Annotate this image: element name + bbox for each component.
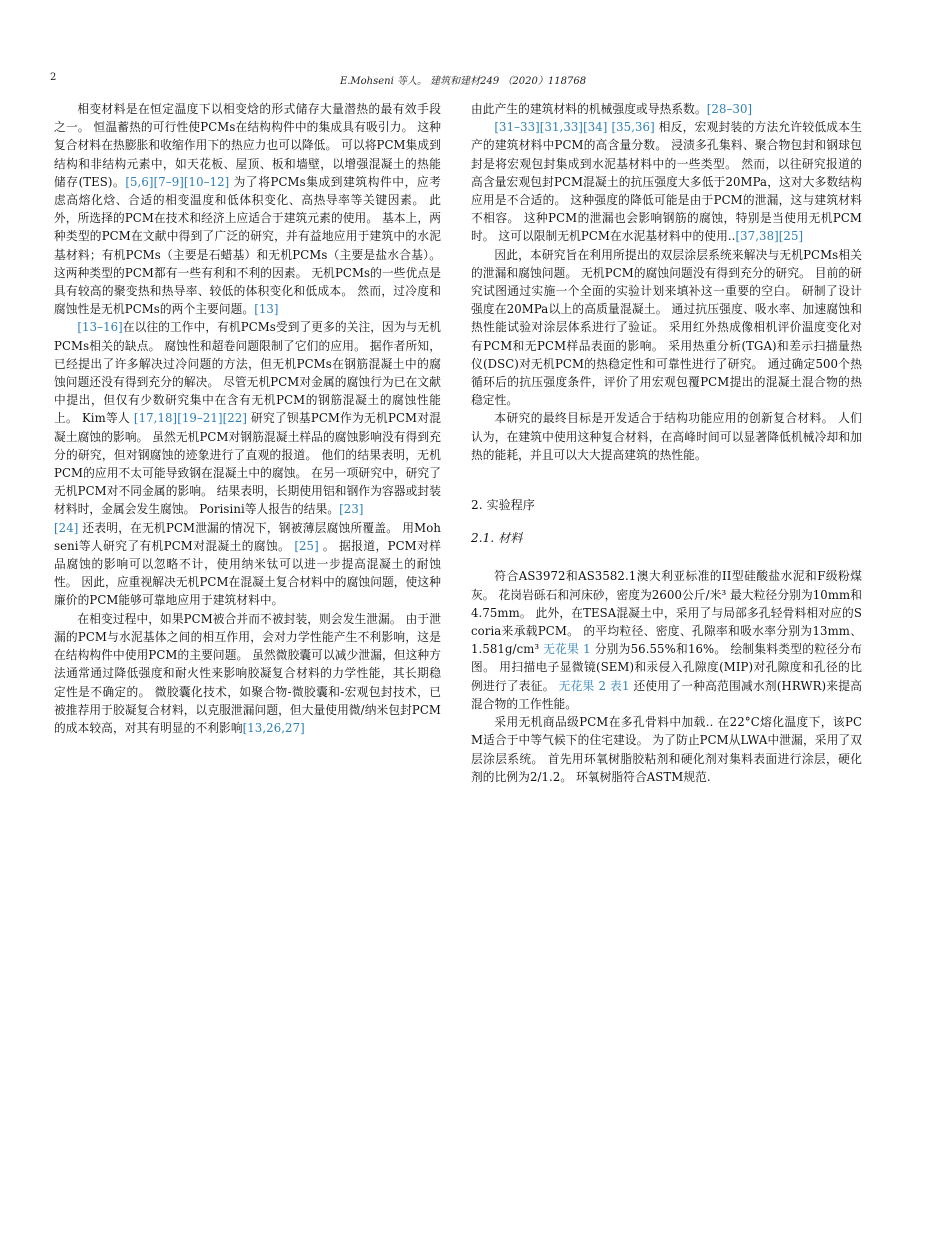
- citation-link[interactable]: [25]: [294, 538, 319, 553]
- citation-link[interactable]: [37,38][25]: [735, 229, 804, 244]
- citation-link[interactable]: [13–16]: [77, 320, 123, 335]
- figure-table-link[interactable]: 无花果 2 表1: [558, 678, 630, 693]
- paragraph-continuation: 由此产生的建筑材料的机械强度或导热系数。[28–30]: [471, 102, 753, 116]
- paragraph-study-aim: 因此，本研究旨在利用所提出的双层涂层系统来解决与无机PCMs相关的泄漏和腐蚀问题。 无机PCM的腐蚀问题没有得到充分的研究。 目前的研究试图通过实施一个全面的实验计划来填补这一重要的空白。 研制了设计强度在20MPa以上的高质量混凝土。 通过抗压强度、吸水率、加速腐蚀和热性能试验对涂层体系进行了验证。 采用红外热成像相机评价温度变化对有PCM和无PCM样品表面的影响。 采用热重分析(TGA)和差示扫描量热仪(DSC)对无机PCM的热稳定性和可靠性进行了研究。 通过确定500个热循环后的抗压强度条件，评价了用宏观包覆PCM提出的混凝土混合物的热稳定性。: [471, 247, 862, 408]
- paragraph-leakage-steel: [24] 还表明，在无机PCM泄漏的情况下，钢被薄层腐蚀所覆盖。 用Mohseni等人研究了有机PCM对混凝土的腐蚀。 [25] 。 据报道，PCM对样品腐蚀的影响可以忽略不计，使用纳米钛可以进一步提高混凝土的耐蚀性。 因此，应重视解决无机PCM在混凝土复合材料中的腐蚀问题，使这种廉价的PCM能够可靠地应用于建筑材料中。: [54, 520, 441, 608]
- page-number: 2: [50, 72, 57, 83]
- citation-link[interactable]: [31–33][31,33][34] [35,36]: [494, 120, 655, 135]
- paragraph-encapsulation: 在相变过程中，如果PCM被合并而不被封装，则会发生泄漏。 由于泄漏的PCM与水泥基体之间的相互作用，会对力学性能产生不利影响，这是在结构构件中使用PCM的主要问题。 虽然微胶囊可以减少泄漏，但这种方法通常通过降低强度和耐火性来影响胶凝复合材料的力学性能，其长期稳定性是不确定的。 微胶囊化技术，如聚合物-微胶囊和-宏观包封技术，已被推荐用于胶凝复合材料，以克服泄漏问题，但大量使用微/纳米包封PCM的成本较高，对其有明显的不利影响[13,26,27]: [54, 611, 441, 735]
- citation-link[interactable]: [13]: [254, 302, 279, 317]
- right-column: [471, 100, 862, 786]
- citation-link[interactable]: [24]: [54, 520, 79, 535]
- citation-link[interactable]: [17,18][19–21][22]: [133, 411, 247, 426]
- paragraph-macro-encapsulation: [31–33][31,33][34] [35,36] 相反，宏观封装的方法允许较低成本生产的建筑材料中PCM的高含量分数。 浸渍多孔集料、聚合物包封和钢球包封是将宏观包封集成到水泥基材料中的一些类型。 然而，以往研究报道的高含量宏观包封PCM混凝土的抗压强度大多低于20MPa，这对大多数结构应用是不合适的。 这种强度的降低可能是由于PCM的泄漏，这与建筑材料不相容。 这种PCM的泄漏也会影响钢筋的腐蚀，特别是当使用无机PCM时。 这可以限制无机PCM在水泥基材料中的使用..[37,38][25]: [471, 120, 863, 244]
- paragraph-materials: 符合AS3972和AS3582.1澳大利亚标准的II型硅酸盐水泥和F级粉煤灰。 花岗岩砾石和河床砂，密度为2600公斤/米³ 最大粒径分别为10mm和4.75mm。 此外，在TESA混凝土中，采用了与局部多孔轻骨料相对应的Scoria来承载PCM。 的平均粒径、密度、孔隙率和吸水率分别为13mm、1.581g/cm³ 无花果 1 分别为56.55%和16%。 绘制集料类型的粒径分布图。 用扫描电子显微镜(SEM)和汞侵入孔隙度(MIP)对孔隙度和孔径的比例进行了表征。 无花果 2 表1 还使用了一种高范围减水剂(HRWR)来提高混合物的工作性能。: [471, 569, 862, 711]
- citation-link[interactable]: [13,26,27]: [242, 720, 305, 735]
- left-column: [54, 100, 441, 737]
- subsection-heading: 2.1. 材料: [471, 531, 523, 546]
- citation-link[interactable]: [28–30]: [706, 102, 753, 116]
- paragraph-goal: 本研究的最终目标是开发适合于结构功能应用的创新复合材料。 人们认为，在建筑中使用这种复合材料，在高峰时间可以显著降低机械冷却和加热的能耗，并且可以大大提高建筑的热性能。: [471, 411, 862, 462]
- citation-link[interactable]: [5,6][7–9][10–12]: [125, 174, 230, 189]
- page-header: [50, 72, 876, 88]
- paragraph-intro: 相变材料是在恒定温度下以相变焓的形式储存大量潜热的最有效手段之一。 恒温蓄热的可行性使PCMs在结构构件中的集成具有吸引力。 这种复合材料在热膨胀和收缩作用下的热应力也可以降低。 可以将PCM集成到结构和非结构元素中，如天花板、屋顶、板和墙壁，以增强混凝土的热能储存(TES)。[5,6][7–9][10–12] 为了将PCMs集成到建筑构件中，应考虑高熔化焓、合适的相变温度和低体积变化、高热导率等关键因素。 此外，所选择的PCM在技术和经济上应适合于建筑元素的使用。 基本上，两种类型的PCM在文献中得到了广泛的研究，并有益地应用于建筑中的水泥基材料；有机PCMs（主要是石蜡基）和无机PCMs（主要是盐水合基）。 这两种类型的PCM都有一些有利和不利的因素。 无机PCMs的一些优点是具有较高的聚变热和热导率、较低的体积变化和低成本。 然而，过冷度和腐蚀性是无机PCMs的两个主要问题。[13]: [54, 102, 441, 317]
- citation-link[interactable]: [23]: [339, 502, 364, 517]
- figure-link[interactable]: 无花果 1: [543, 642, 591, 657]
- paragraph-pcm-coating: 采用无机商品级PCM在多孔骨料中加载.. 在22°C熔化温度下，该PCM适合于中等气候下的住宅建设。 为了防止PCM从LWA中泄漏，采用了双层涂层系统。 首先用环氧树脂胶粘剂和硬化剂对集料表面进行涂层，硬化剂的比例为2/1.2。 环氧树脂符合ASTM规范.: [471, 715, 862, 784]
- running-head: E.Mohseni 等人。 建筑和建材249 （2020）118768: [339, 76, 587, 87]
- section-heading: 2. 实验程序: [471, 498, 535, 513]
- paragraph-corrosion-review: [13–16]在以往的工作中，有机PCMs受到了更多的关注，因为与无机PCMs相关的缺点。 腐蚀性和超卷问题限制了它们的应用。 据作者所知，已经提出了许多解决过冷问题的方法，但无机PCMs在钢筋混凝土中的腐蚀问题还没有得到充分的解决。 尽管无机PCM对金属的腐蚀行为已在文献中提出，但仅有少数研究集中在含有无机PCM的钢筋混凝土的腐蚀性能上。 Kim等人 [17,18][19–21][22] 研究了钡基PCM作为无机PCM对混凝土腐蚀的影响。 虽然无机PCM对钢筋混凝土样品的腐蚀影响没有得到充分的研究，但对钢腐蚀的迹象进行了直观的报道。 他们的结果表明，无机PCM的应用不太可能导致钢在混凝土中的腐蚀。 在另一项研究中，研究了无机PCM对不同金属的影响。 结果表明，长期使用铝和钢作为容器或封装材料时，金属会发生腐蚀。 Porisini等人报告的结果。[23]: [54, 320, 442, 517]
